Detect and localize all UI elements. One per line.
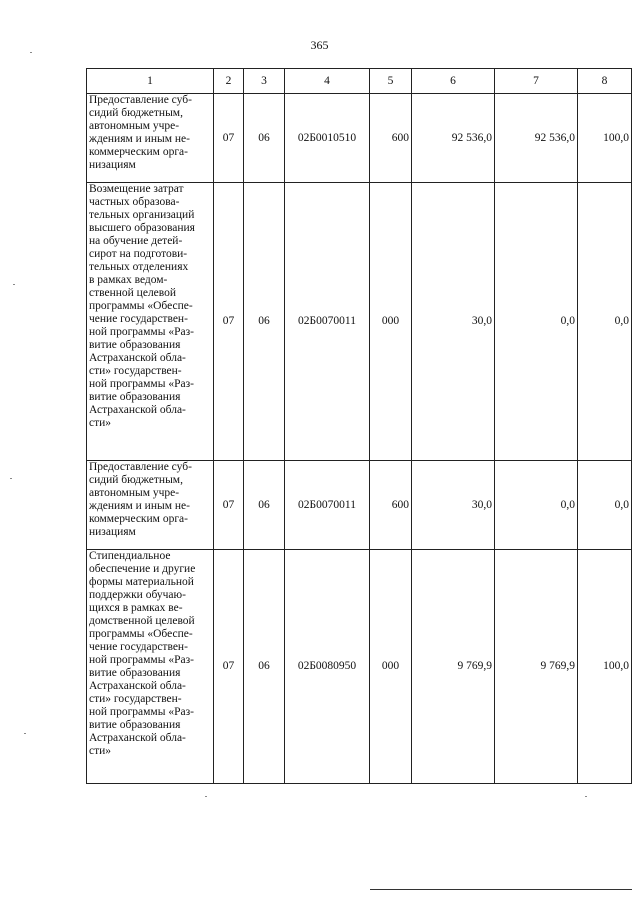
execution-percent: 0,0 [578, 461, 632, 550]
planned-amount: 30,0 [412, 183, 495, 461]
budget-table [86, 68, 632, 784]
execution-percent: 100,0 [578, 94, 632, 183]
scan-speck [205, 796, 207, 797]
column-header-7: 7 [495, 69, 578, 94]
scan-edge-line [370, 889, 632, 890]
column-header-1: 1 [87, 69, 214, 94]
planned-amount: 9 769,9 [412, 550, 495, 784]
execution-percent: 100,0 [578, 550, 632, 784]
row-description: Предоставление суб- сидий бюджетным, автономным учре- ждениям и иным не- коммерческим орга- низациям [87, 461, 214, 550]
executed-amount: 9 769,9 [495, 550, 578, 784]
expense-type-code: 000 [370, 183, 412, 461]
expense-type-code: 600 [370, 461, 412, 550]
row-description: Возмещение затрат частных образова- тельных организаций высшего образования на обучение детей- сирот на подготови- тельных отделениях в рамках ведом- ственной целевой программы «Обеспе- чение государствен- ной программы «Раз- витие образования Астраханской обла- сти» государствен- ной программы «Раз- витие образования Астраханской обла- сти» [87, 183, 214, 461]
planned-amount: 30,0 [412, 461, 495, 550]
column-header-8: 8 [578, 69, 632, 94]
executed-amount: 0,0 [495, 183, 578, 461]
subsection-code: 06 [244, 461, 285, 550]
table-row [87, 461, 632, 550]
executed-amount: 92 536,0 [495, 94, 578, 183]
column-header-5: 5 [370, 69, 412, 94]
section-code: 07 [214, 550, 244, 784]
target-article-code: 02Б0070011 [285, 461, 370, 550]
scan-speck [10, 478, 12, 479]
column-header-2: 2 [214, 69, 244, 94]
execution-percent: 0,0 [578, 183, 632, 461]
table-row [87, 183, 632, 461]
row-description: Предоставление суб- сидий бюджетным, автономным учре- ждениям и иным не- коммерческим орга- низациям [87, 94, 214, 183]
target-article-code: 02Б0070011 [285, 183, 370, 461]
section-code: 07 [214, 461, 244, 550]
target-article-code: 02Б0010510 [285, 94, 370, 183]
target-article-code: 02Б0080950 [285, 550, 370, 784]
header-row [87, 69, 632, 94]
scan-speck [585, 796, 587, 797]
planned-amount: 92 536,0 [412, 94, 495, 183]
subsection-code: 06 [244, 94, 285, 183]
column-header-4: 4 [285, 69, 370, 94]
subsection-code: 06 [244, 183, 285, 461]
table-row [87, 94, 632, 183]
executed-amount: 0,0 [495, 461, 578, 550]
column-header-3: 3 [244, 69, 285, 94]
scan-speck [30, 52, 32, 53]
expense-type-code: 600 [370, 94, 412, 183]
page-number: 365 [310, 38, 329, 52]
scan-speck [13, 284, 15, 285]
table-row [87, 550, 632, 784]
section-code: 07 [214, 183, 244, 461]
scan-speck [24, 733, 26, 734]
row-description: Стипендиальное обеспечение и другие формы материальной поддержки обучаю- щихся в рамках ве- домственной целевой программы «Обеспе- чение государствен- ной программы «Раз- витие образования Астраханской обла- сти» государствен- ной программы «Раз- витие образования Астраханской обла- сти» [87, 550, 214, 784]
section-code: 07 [214, 94, 244, 183]
column-header-6: 6 [412, 69, 495, 94]
expense-type-code: 000 [370, 550, 412, 784]
subsection-code: 06 [244, 550, 285, 784]
